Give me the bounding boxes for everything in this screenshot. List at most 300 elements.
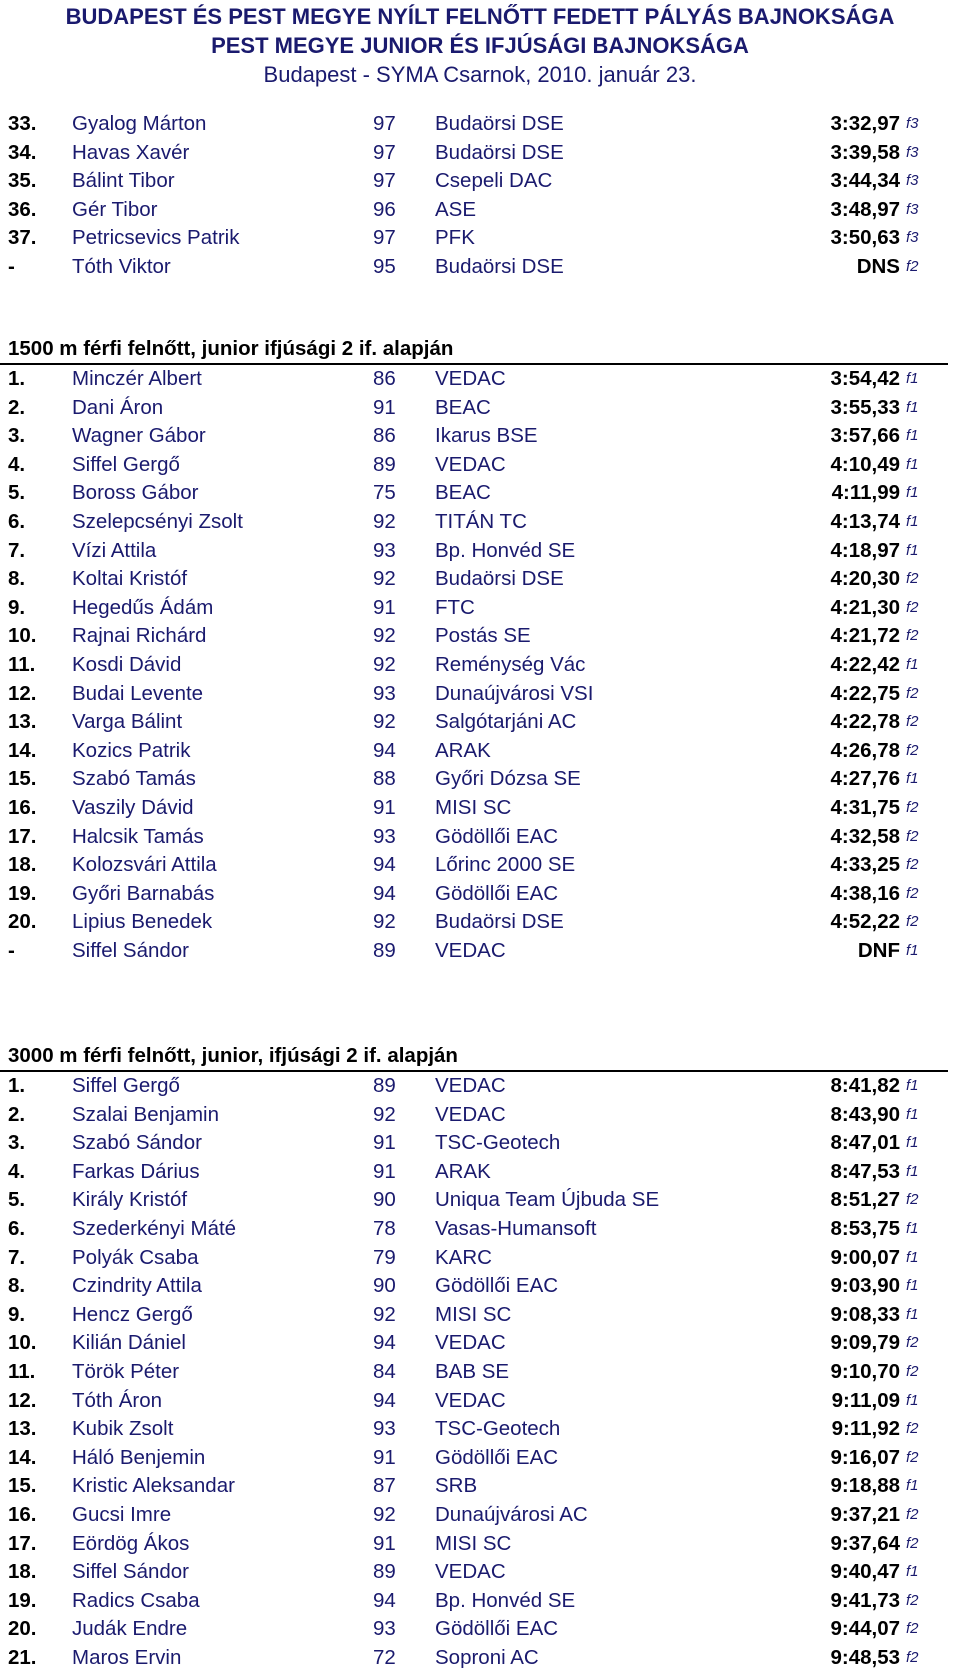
result-heat: f2	[906, 1506, 919, 1523]
result-name: Lipius Benedek	[72, 910, 213, 934]
result-name: Siffel Sándor	[72, 939, 190, 962]
result-heat: f2	[906, 741, 919, 759]
result-time: 9:03,90	[830, 1274, 900, 1298]
result-heat: f2	[906, 827, 919, 845]
result-rank: 1.	[8, 1074, 26, 1097]
result-row	[0, 139, 960, 168]
result-time: 8:51,27	[830, 1188, 900, 1212]
result-club: Vasas-Humansoft	[435, 1217, 597, 1240]
result-club: Bp. Honvéd SE	[435, 1588, 576, 1612]
result-row	[0, 1587, 960, 1616]
result-year: 84	[373, 1360, 396, 1383]
result-time: 9:16,07	[830, 1445, 900, 1469]
result-name: Czindrity Attila	[72, 1274, 202, 1298]
result-time: 3:54,42	[830, 367, 900, 390]
result-name: Gér Tibor	[72, 197, 158, 221]
result-club: Uniqua Team Újbuda SE	[435, 1188, 660, 1212]
result-year: 94	[373, 1331, 396, 1355]
result-club: PFK	[435, 226, 475, 250]
result-heat: f1	[906, 1162, 919, 1180]
result-name: Szabó Sándor	[72, 1131, 202, 1155]
result-club: ASE	[435, 197, 477, 221]
result-rank: 34.	[8, 140, 37, 164]
result-time: 8:53,75	[830, 1217, 900, 1240]
result-time: 9:40,47	[830, 1560, 900, 1584]
result-heat: f2	[906, 684, 919, 702]
result-year: 93	[373, 824, 396, 848]
result-year: 97	[373, 112, 396, 135]
result-name: Kubik Zsolt	[72, 1417, 174, 1441]
result-rank: 35.	[8, 169, 37, 193]
result-heat: f1	[906, 1277, 919, 1295]
result-year: 75	[373, 481, 396, 505]
result-heat: f2	[906, 884, 919, 902]
result-year: 88	[373, 767, 396, 791]
result-name: Siffel Gergő	[72, 1074, 180, 1097]
result-name: Vízi Attila	[72, 538, 157, 562]
result-name: Szederkényi Máté	[72, 1217, 237, 1240]
result-club: MISI SC	[435, 1302, 512, 1326]
result-year: 91	[373, 595, 396, 619]
result-heat: f2	[906, 1420, 919, 1438]
result-time: 9:18,88	[830, 1474, 900, 1498]
result-year: 91	[373, 1131, 396, 1155]
result-year: 93	[373, 538, 396, 562]
result-row	[0, 508, 960, 537]
result-club: MISI SC	[435, 796, 512, 819]
result-time: 9:10,70	[830, 1360, 900, 1383]
result-row	[0, 1444, 960, 1473]
result-year: 91	[373, 1531, 396, 1555]
result-rank: 18.	[8, 1560, 37, 1584]
result-time: 4:18,97	[830, 538, 900, 562]
result-year: 97	[373, 169, 396, 193]
result-club: TITÁN TC	[435, 510, 527, 533]
result-name: Tóth Viktor	[72, 255, 171, 278]
result-club: Gödöllői EAC	[435, 1617, 559, 1641]
result-row	[0, 565, 960, 594]
result-heat: f2	[906, 799, 919, 816]
result-name: Halcsik Tamás	[72, 824, 204, 848]
result-year: 91	[373, 1159, 396, 1183]
result-name: Török Péter	[72, 1360, 180, 1383]
result-time: 4:22,42	[830, 653, 900, 676]
result-name: Rajnai Richárd	[72, 624, 207, 648]
result-heat: f1	[906, 1391, 919, 1409]
result-name: Wagner Gábor	[72, 424, 206, 448]
result-name: Hegedűs Ádám	[72, 595, 214, 619]
result-rank: 3.	[8, 1131, 26, 1155]
result-time: DNS	[856, 255, 900, 278]
result-club: Budaörsi DSE	[435, 567, 564, 591]
result-year: 97	[373, 226, 396, 250]
result-row	[0, 1358, 960, 1387]
result-year: 92	[373, 567, 396, 591]
result-heat: f3	[906, 143, 919, 161]
result-club: VEDAC	[435, 452, 506, 476]
result-row	[0, 394, 960, 423]
result-rank: 17.	[8, 824, 37, 848]
result-club: TSC-Geotech	[435, 1131, 561, 1155]
result-name: Győri Barnabás	[72, 881, 215, 905]
result-rank: 4.	[8, 1159, 26, 1183]
result-name: Vaszily Dávid	[72, 796, 194, 819]
result-row	[0, 451, 960, 480]
result-rank: 2.	[8, 1102, 26, 1126]
result-heat: f1	[906, 513, 919, 530]
result-heat: f2	[906, 856, 919, 874]
venue-date: Budapest - SYMA Csarnok, 2010. január 23.	[263, 62, 697, 87]
result-heat: f1	[906, 484, 919, 502]
result-row	[0, 880, 960, 909]
result-time: 4:20,30	[830, 567, 900, 591]
result-row	[0, 851, 960, 880]
result-rank: 33.	[8, 112, 37, 135]
result-rank: 7.	[8, 538, 26, 562]
result-time: 8:47,53	[830, 1159, 900, 1183]
result-club: Dunaújvárosi AC	[435, 1503, 588, 1526]
result-year: 79	[373, 1245, 396, 1269]
result-heat: f1	[906, 1105, 919, 1123]
result-time: 4:10,49	[830, 452, 900, 476]
result-club: VEDAC	[435, 1102, 506, 1126]
result-heat: f2	[906, 1448, 919, 1466]
result-time: 9:37,64	[830, 1531, 900, 1555]
result-time: 3:39,58	[830, 140, 900, 164]
result-name: Dani Áron	[72, 395, 164, 419]
result-rank: 13.	[8, 710, 37, 734]
result-year: 92	[373, 1102, 396, 1126]
result-time: 4:21,30	[830, 595, 900, 619]
result-time: 4:22,78	[830, 710, 900, 734]
result-rank: 10.	[8, 624, 37, 648]
result-club: SRB	[435, 1474, 478, 1498]
result-time: 9:48,53	[830, 1646, 900, 1669]
result-heat: f2	[906, 598, 919, 616]
result-rank: 15.	[8, 767, 37, 791]
result-year: 92	[373, 1302, 396, 1326]
result-name: Varga Bálint	[72, 710, 183, 734]
result-heat: f2	[906, 570, 919, 588]
result-time: 4:13,74	[830, 510, 900, 533]
result-club: Csepeli DAC	[435, 169, 553, 193]
result-rank: 11.	[8, 1360, 36, 1383]
result-rank: 6.	[8, 1217, 26, 1240]
result-rank: 20.	[8, 910, 37, 934]
result-club: Gödöllői EAC	[435, 1445, 559, 1469]
result-club: Gödöllői EAC	[435, 881, 559, 905]
result-rank: 13.	[8, 1417, 37, 1441]
result-heat: f1	[906, 770, 919, 788]
result-heat: f1	[906, 942, 919, 959]
result-name: Szalai Benjamin	[72, 1102, 219, 1126]
result-heat: f1	[906, 1305, 919, 1323]
result-time: 4:38,16	[830, 881, 900, 905]
result-row	[0, 622, 960, 651]
result-heat: f2	[906, 1363, 919, 1380]
result-name: Király Kristóf	[72, 1188, 188, 1212]
result-heat: f2	[906, 1649, 919, 1666]
result-name: Havas Xavér	[72, 140, 190, 164]
result-heat: f3	[906, 172, 919, 190]
result-club: VEDAC	[435, 1331, 506, 1355]
result-club: Bp. Honvéd SE	[435, 538, 576, 562]
result-name: Siffel Sándor	[72, 1560, 190, 1584]
result-name: Kozics Patrik	[72, 738, 191, 762]
result-row	[0, 196, 960, 225]
result-heat: f3	[906, 200, 919, 218]
result-club: Postás SE	[435, 624, 531, 648]
result-row	[0, 1558, 960, 1587]
result-rank: 21.	[8, 1646, 37, 1669]
result-year: 92	[373, 510, 396, 533]
result-year: 87	[373, 1474, 396, 1498]
result-heat: f2	[906, 713, 919, 731]
result-club: ARAK	[435, 1159, 491, 1183]
result-club: VEDAC	[435, 1560, 506, 1584]
result-row	[0, 1101, 960, 1130]
result-club: KARC	[435, 1245, 492, 1269]
result-club: VEDAC	[435, 939, 506, 962]
result-year: 93	[373, 1617, 396, 1641]
result-time: 3:44,34	[830, 169, 900, 193]
result-name: Koltai Kristóf	[72, 567, 188, 591]
result-row	[0, 765, 960, 794]
result-heat: f2	[906, 913, 919, 931]
result-heat: f1	[906, 398, 919, 416]
result-year: 94	[373, 853, 396, 877]
result-rank: 14.	[8, 738, 37, 762]
result-rank: 17.	[8, 1531, 37, 1555]
result-year: 93	[373, 681, 396, 705]
result-row	[0, 1501, 960, 1530]
result-row	[0, 908, 960, 937]
result-row	[0, 1415, 960, 1444]
result-row	[0, 1615, 960, 1644]
result-year: 89	[373, 452, 396, 476]
result-club: Lőrinc 2000 SE	[435, 853, 576, 877]
result-year: 89	[373, 939, 396, 962]
result-club: VEDAC	[435, 1388, 506, 1412]
result-year: 93	[373, 1417, 396, 1441]
result-time: 4:26,78	[830, 738, 900, 762]
result-rank: 3.	[8, 424, 26, 448]
result-heat: f3	[906, 115, 919, 132]
result-year: 91	[373, 796, 396, 819]
result-heat: f1	[906, 1220, 919, 1237]
result-row	[0, 224, 960, 253]
result-name: Háló Benjemin	[72, 1445, 206, 1469]
result-rank: 8.	[8, 1274, 26, 1298]
result-row	[0, 651, 960, 680]
result-time: DNF	[857, 939, 900, 962]
result-rank: 14.	[8, 1445, 37, 1469]
result-name: Tóth Áron	[72, 1388, 163, 1412]
result-name: Siffel Gergő	[72, 452, 180, 476]
result-row	[0, 1387, 960, 1416]
result-time: 8:41,82	[830, 1074, 900, 1097]
junior-championship-title: PEST MEGYE JUNIOR ÉS IFJÚSÁGI BAJNOKSÁGA	[211, 33, 749, 58]
result-name: Gyalog Márton	[72, 112, 207, 135]
result-year: 92	[373, 653, 396, 676]
result-time: 4:31,75	[830, 796, 900, 819]
result-heat: f2	[906, 1591, 919, 1609]
result-year: 89	[373, 1560, 396, 1584]
result-rank: 4.	[8, 452, 26, 476]
result-rank: 9.	[8, 1302, 26, 1326]
result-club: MISI SC	[435, 1531, 512, 1555]
result-row	[0, 253, 960, 282]
result-row	[0, 1530, 960, 1559]
result-time: 9:08,33	[830, 1302, 900, 1326]
result-year: 96	[373, 197, 396, 221]
result-heat: f2	[906, 1534, 919, 1552]
result-time: 9:11,09	[831, 1388, 900, 1412]
result-time: 4:27,76	[830, 767, 900, 791]
result-heat: f1	[906, 541, 919, 559]
result-rank: 16.	[8, 1503, 37, 1526]
result-time: 3:57,66	[830, 424, 900, 448]
result-row	[0, 594, 960, 623]
result-rank: 6.	[8, 510, 26, 533]
result-row	[0, 479, 960, 508]
result-rank: 10.	[8, 1331, 37, 1355]
result-heat: f1	[906, 370, 919, 387]
result-row	[0, 365, 960, 394]
result-heat: f1	[906, 1134, 919, 1152]
result-rank: 36.	[8, 197, 37, 221]
result-year: 94	[373, 881, 396, 905]
result-club: Reménység Vác	[435, 653, 586, 676]
result-time: 3:55,33	[830, 395, 900, 419]
result-rank: 20.	[8, 1617, 37, 1641]
result-time: 4:22,75	[830, 681, 900, 705]
result-year: 91	[373, 395, 396, 419]
result-club: VEDAC	[435, 367, 506, 390]
result-time: 3:48,97	[830, 197, 900, 221]
result-heat: f2	[906, 627, 919, 645]
result-rank: 1.	[8, 367, 26, 390]
result-year: 97	[373, 140, 396, 164]
result-row	[0, 1244, 960, 1273]
result-heat: f2	[906, 258, 919, 275]
result-time: 9:11,92	[831, 1417, 900, 1441]
result-row	[0, 537, 960, 566]
result-club: Budaörsi DSE	[435, 140, 564, 164]
result-rank: 19.	[8, 1588, 37, 1612]
result-year: 90	[373, 1274, 396, 1298]
result-heat: f3	[906, 229, 919, 247]
result-row	[0, 937, 960, 966]
result-year: 78	[373, 1217, 396, 1240]
result-row	[0, 1272, 960, 1301]
result-club: BEAC	[435, 395, 491, 419]
result-club: Budaörsi DSE	[435, 255, 564, 278]
result-year: 94	[373, 1388, 396, 1412]
result-year: 86	[373, 424, 396, 448]
result-rank: 5.	[8, 481, 26, 505]
result-row	[0, 1472, 960, 1501]
result-time: 8:47,01	[830, 1131, 900, 1155]
result-row	[0, 680, 960, 709]
result-heat: f2	[906, 1334, 919, 1352]
result-time: 4:52,22	[830, 910, 900, 934]
result-club: Gödöllői EAC	[435, 1274, 559, 1298]
result-row	[0, 167, 960, 196]
result-name: Gucsi Imre	[72, 1503, 172, 1526]
result-time: 4:33,25	[830, 853, 900, 877]
result-rank: 11.	[8, 653, 36, 676]
result-club: ARAK	[435, 738, 491, 762]
result-rank: 7.	[8, 1245, 26, 1269]
result-name: Szabó Tamás	[72, 767, 196, 791]
result-time: 3:32,97	[830, 112, 900, 135]
result-club: Győri Dózsa SE	[435, 767, 581, 791]
result-year: 92	[373, 624, 396, 648]
result-year: 72	[373, 1646, 396, 1669]
result-year: 92	[373, 1503, 396, 1526]
result-name: Minczér Albert	[72, 367, 202, 390]
result-club: Salgótarjáni AC	[435, 710, 577, 734]
result-club: FTC	[435, 595, 475, 619]
section-title: 3000 m férfi felnőtt, junior, ifjúsági 2 if. alapján	[0, 1042, 948, 1072]
result-heat: f1	[906, 1248, 919, 1266]
result-time: 4:11,99	[831, 481, 900, 505]
result-year: 94	[373, 738, 396, 762]
result-rank: 16.	[8, 796, 37, 819]
result-club: BAB SE	[435, 1360, 510, 1383]
result-time: 9:41,73	[830, 1588, 900, 1612]
result-heat: f1	[906, 1477, 919, 1495]
result-name: Hencz Gergő	[72, 1302, 193, 1326]
result-year: 94	[373, 1588, 396, 1612]
result-row	[0, 1072, 960, 1101]
championship-title: BUDAPEST ÉS PEST MEGYE NYÍLT FELNŐTT FEDETT PÁLYÁS BAJNOKSÁGA	[65, 4, 895, 29]
result-time: 4:32,58	[830, 824, 900, 848]
result-name: Budai Levente	[72, 681, 204, 705]
result-heat: f1	[906, 656, 919, 673]
result-rank: 12.	[8, 681, 37, 705]
result-row	[0, 1301, 960, 1330]
result-time: 9:09,79	[830, 1331, 900, 1355]
result-club: Dunaújvárosi VSI	[435, 681, 594, 705]
result-rank: 15.	[8, 1474, 37, 1498]
result-name: Radics Csaba	[72, 1588, 200, 1612]
result-name: Szelepcsényi Zsolt	[72, 510, 243, 533]
result-row	[0, 422, 960, 451]
document-header	[0, 0, 960, 89]
result-time: 4:21,72	[830, 624, 900, 648]
result-time: 3:50,63	[830, 226, 900, 250]
result-row	[0, 1158, 960, 1187]
result-club: Soproni AC	[435, 1646, 539, 1669]
result-time: 9:44,07	[830, 1617, 900, 1641]
result-row	[0, 823, 960, 852]
result-row	[0, 1215, 960, 1244]
result-row	[0, 1644, 960, 1673]
result-row	[0, 708, 960, 737]
result-rank: 37.	[8, 226, 37, 250]
result-name: Kosdi Dávid	[72, 653, 182, 676]
result-name: Eördög Ákos	[72, 1531, 190, 1555]
result-heat: f1	[906, 1077, 919, 1094]
result-year: 95	[373, 255, 396, 278]
result-time: 9:37,21	[830, 1503, 900, 1526]
section-title: 1500 m férfi felnőtt, junior ifjúsági 2 if. alapján	[0, 335, 948, 365]
result-time: 9:00,07	[830, 1245, 900, 1269]
result-rank: 5.	[8, 1188, 26, 1212]
result-year: 91	[373, 1445, 396, 1469]
